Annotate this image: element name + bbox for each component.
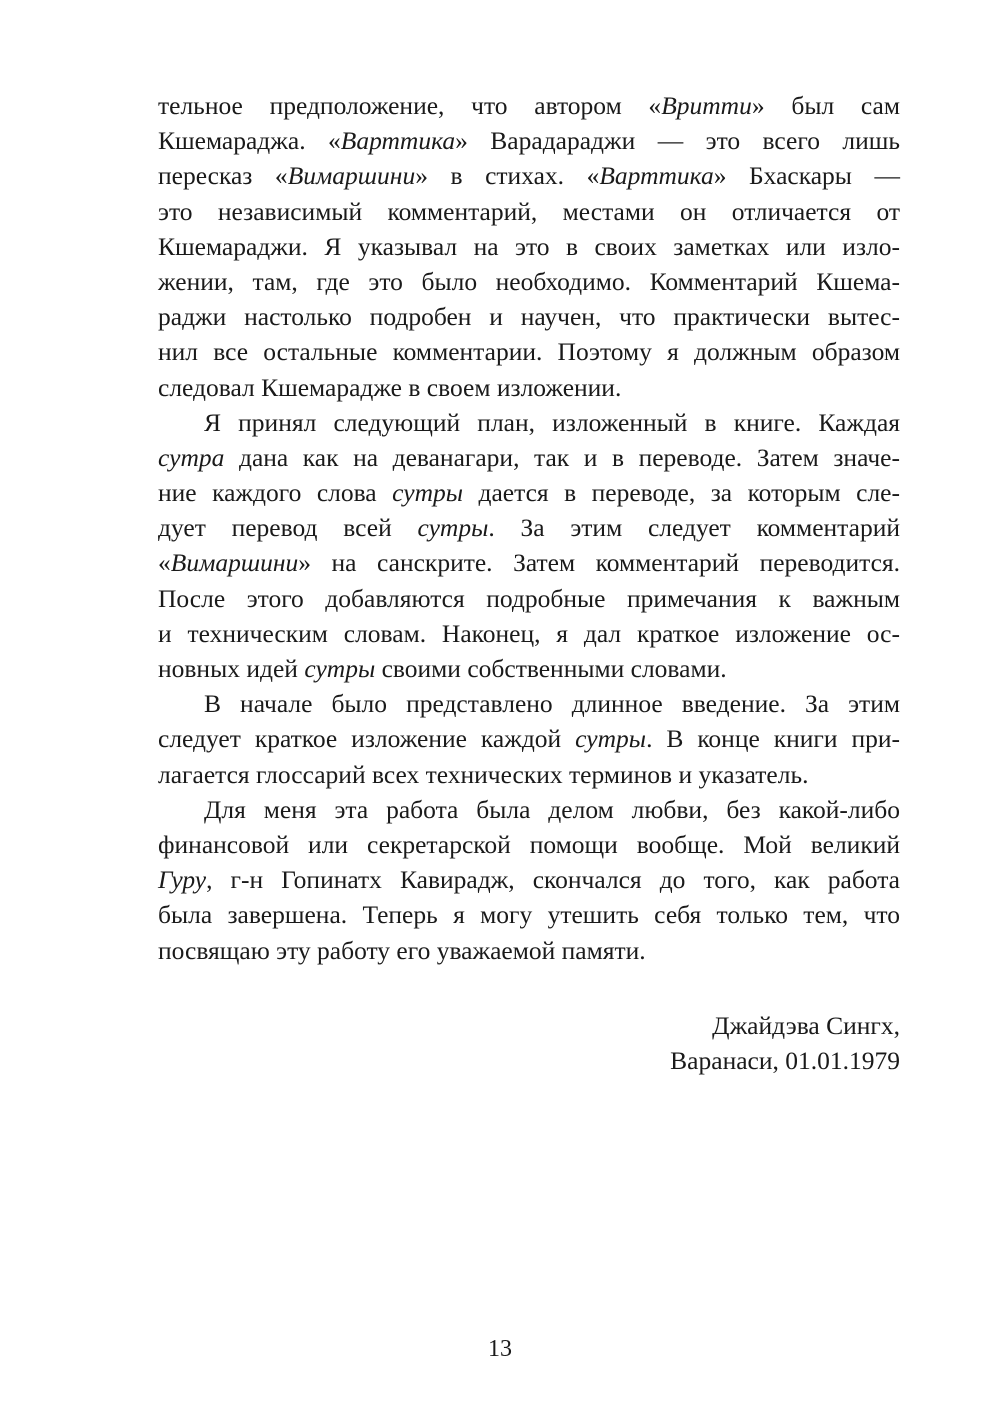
text-line: новных идей сутры своими собственными словами. <box>158 654 727 683</box>
text-line: нил все остальные комментарии. Поэтому я должным образом <box>158 337 900 367</box>
text-line: тельное предположение, что автором «Вритти» был сам <box>158 91 900 120</box>
text-line: была завершена. Теперь я могу утешить себя только тем, что <box>158 900 900 930</box>
text-line: сутра дана как на деванагари, так и в переводе. Затем значе- <box>158 442 900 472</box>
text-line: раджи настолько подробен и научен, что практически вытес- <box>158 302 900 332</box>
paragraph-1 <box>158 88 900 405</box>
text-line: В начале было представлено длинное введение. За этим <box>204 689 900 719</box>
text-line: пересказ «Вимаршини» в стихах. «Варттика» Бхаскары — <box>158 161 900 191</box>
text-line: Я принял следующий план, изложенный в книге. Каждая <box>204 407 900 437</box>
text-line: лагается глоссарий всех технических терминов и указатель. <box>158 759 809 789</box>
text-line: После этого добавляются подробные примечания к важным <box>158 583 900 613</box>
author-signature <box>670 1008 900 1078</box>
text-line: жении, там, где это было необходимо. Комментарий Кшема- <box>158 266 900 296</box>
paragraph-4 <box>158 792 900 968</box>
text-line: Для меня эта работа была делом любви, без какой-либо <box>204 794 900 824</box>
text-line: Кшемараджи. Я указывал на это в своих заметках или изло- <box>158 231 900 261</box>
text-line: «Вимаршини» на санскрите. Затем комментарий переводится. <box>158 548 900 578</box>
text-line: следует краткое изложение каждой сутры. В конце книги при- <box>158 724 900 754</box>
text-line: дует перевод всей сутры. За этим следует комментарий <box>158 513 900 543</box>
text-line: посвящаю эту работу его уважаемой памяти. <box>158 935 646 965</box>
text-line: следовал Кшемарадже в своем изложении. <box>158 372 622 402</box>
page-body <box>158 88 900 968</box>
paragraph-2 <box>158 405 900 687</box>
text-line: Кшемараджа. «Варттика» Варадараджи — это всего лишь <box>158 126 900 156</box>
page-number: 13 <box>488 1336 512 1362</box>
text-line: финансовой или секретарской помощи вообще. Мой великий <box>158 829 900 859</box>
text-line: ние каждого слова сутры дается в переводе, за которым сле- <box>158 478 900 508</box>
author-name: Джайдэва Сингх, <box>712 1011 900 1040</box>
place-date: Варанаси, 01.01.1979 <box>670 1046 900 1076</box>
paragraph-3 <box>158 686 900 792</box>
text-line: и техническим словам. Наконец, я дал краткое изложение ос- <box>158 618 900 648</box>
text-line: это независимый комментарий, местами он отличается от <box>158 196 900 226</box>
text-line: Гуру, г-н Гопинатх Кавирадж, скончался до того, как работа <box>158 865 900 895</box>
